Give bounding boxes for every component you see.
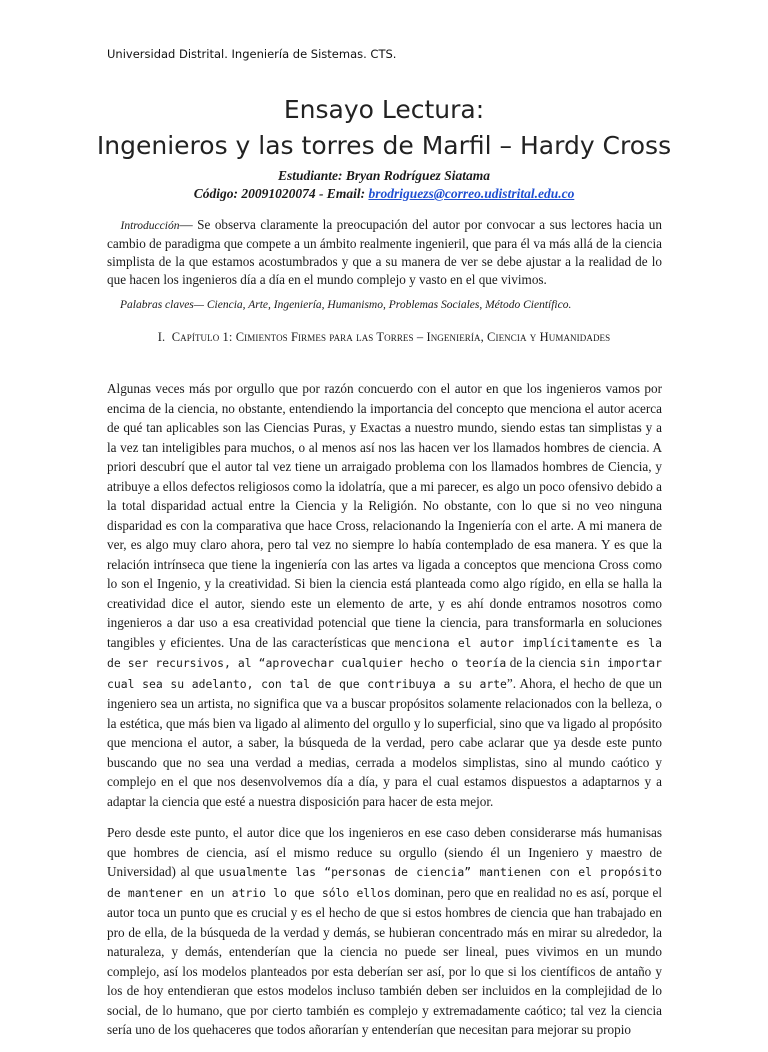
- chapter-number: I.: [157, 330, 166, 344]
- body-text: [107, 379, 662, 1052]
- email-link[interactable]: brodriguezs@correo.udistrital.edu.co: [368, 186, 575, 201]
- paragraph-1-text: Algunas veces más por orgullo que por razón concuerdo con el autor en que los ingenieros vamos por encima de la ciencia, no obstante, entendiendo la importancia del concepto que menciona el autor acerca de qué tan aplicables son las Ciencias Puras, y Exactas a nuestro mundo, siendo estas tan simplistas y a la vez tan inteligibles para muchos, o al menos así nos las hacen ver los llamados hombres de ciencia. A priori descubrí que el autor tal vez tiene un arraigado problema con los llamados hombres de Ciencia, y atribuye a ellos defectos religiosos como la idolatría, que a mi parecer, es algo un poco ofensivo debido a la total disparidad actual entre la Ciencia y la Religión. No obstante, con lo que si no veo ninguna disparidad es con la comparativa que hace Cross, relacionando la Ingeniería con el arte. A mi manera de ver, es algo muy claro ahora, pero tal vez no siempre lo había contemplado de esa manera. Y es que la relación intrínseca que tiene la ingeniería con las artes va ligada a conceptos que menciona Cross como lo son el Ingenio, y la creatividad. Si bien la ciencia está planteada como algo rígido, en ella se halla la creatividad dice el autor, siendo este un elemento de arte, y es ahí donde entramos nosotros como ingenieros a dar uso a esa creatividad potencial que tiene la ciencia, para transformarla en soluciones tangibles y eficientes. Una de las características que: [107, 381, 662, 650]
- paragraph-2-text: Pero desde este punto, el autor dice que los ingenieros en ese caso deben considerarse más humanisas que hombres de ciencia, así el mismo reduce su orgullo (siendo él un Ingeniero y maestro de Universidad) al que: [107, 825, 662, 879]
- keywords-dash: —: [193, 299, 205, 311]
- running-header: Universidad Distrital. Ingeniería de Sistemas. CTS.: [107, 47, 397, 61]
- abstract-dash: —: [179, 217, 193, 232]
- abstract: [107, 216, 662, 289]
- paragraph-1: [107, 379, 662, 811]
- student-name: Estudiante: Bryan Rodríguez Siatama: [278, 168, 490, 183]
- paragraph-1-text-3: ”. Ahora, el hecho de que un ingeniero sea un artista, no significa que va a buscar propósitos solamente relacionados con la belleza, o la estética, que más bien va ligado al alimento del orgullo y lo superficial, sino que va ligado al propósito que menciona el autor, a saber, la búsqueda de la verdad, pero cabe aclarar que ya desde este punto buscando que no sea una verdad a medias, cerrada a modelos simplistas, sino al mundo caótico y complejo en el que nos desenvolvemos día a día, y para el cual estamos dispuestos a adaptarnos y a adaptar la ciencia que esté a nuestra disposición para hacer de esta mejor.: [107, 675, 662, 809]
- chapter-heading: [0, 329, 768, 345]
- keywords-text: Ciencia, Arte, Ingeniería, Humanismo, Problemas Sociales, Método Científico.: [204, 299, 572, 311]
- paragraph-1-quote: menciona el autor implícitamente es la de ser recursivos, al “aprovechar cualquier hecho o teoría: [107, 635, 662, 670]
- abstract-label: Introducción: [120, 220, 180, 232]
- paragraph-1-quote-2: sin importar cual sea su adelanto, con tal de que contribuya a su arte: [107, 656, 662, 691]
- abstract-text: Se observa claramente la preocupación del autor por convocar a sus lectores hacia un cambio de paradigma que compete a un ámbito realmente ingenieril, que para él va más allá de la ciencia simplista de la que estamos acostumbrados y que a su manera de ver se debe ajustar a la realidad de lo que hacen los ingenieros día a día en el mundo complejo y vasto en el que vivimos.: [107, 217, 662, 287]
- author-block: [0, 167, 768, 203]
- title-line-1: Ensayo Lectura:: [283, 95, 485, 124]
- essay-title: [0, 92, 768, 164]
- student-code-line: [0, 185, 768, 203]
- paragraph-2-text-2: dominan, pero que en realidad no es así, porque el autor toca un punto que es crucial y es el hecho de que si estos hombres de ciencia que han trabajado en pro de ella, de la búsqueda de la verdad y demás, se hubieran concentrado más en mirar su alrededor, la naturaleza, y demás, entenderían que la ciencia no puede ser lineal, pues vivimos en un mundo complejo, así los modelos planteados por esta deberían ser así, por lo que si los científicos de antaño y los de hoy entendieran que estos modelos incluso también deben ser incluidos en la complejidad de lo social, de lo humano, que por cierto también es complejo y extremadamente caótico; tal vez la ciencia sería uno de los quehaceres que todos añorarían y entenderían que necesitan para mejorar su propio: [107, 884, 662, 1037]
- paragraph-2-quote: usualmente las “personas de ciencia” mantienen con el propósito de mantener en un atrio lo que sólo ellos: [107, 865, 663, 900]
- chapter-title: Capítulo 1: Cimientos Firmes para las Torres – Ingeniería, Ciencia y Humanidades: [171, 330, 611, 344]
- student-code: Código: 20091020074 - Email:: [193, 186, 369, 201]
- keywords: [120, 297, 660, 313]
- paragraph-1-text-2: de la ciencia: [506, 655, 580, 670]
- title-line-2: Ingenieros y las torres de Marfil – Hardy Cross: [96, 131, 672, 160]
- keywords-label: Palabras claves: [120, 299, 194, 311]
- paragraph-2: [107, 823, 662, 1040]
